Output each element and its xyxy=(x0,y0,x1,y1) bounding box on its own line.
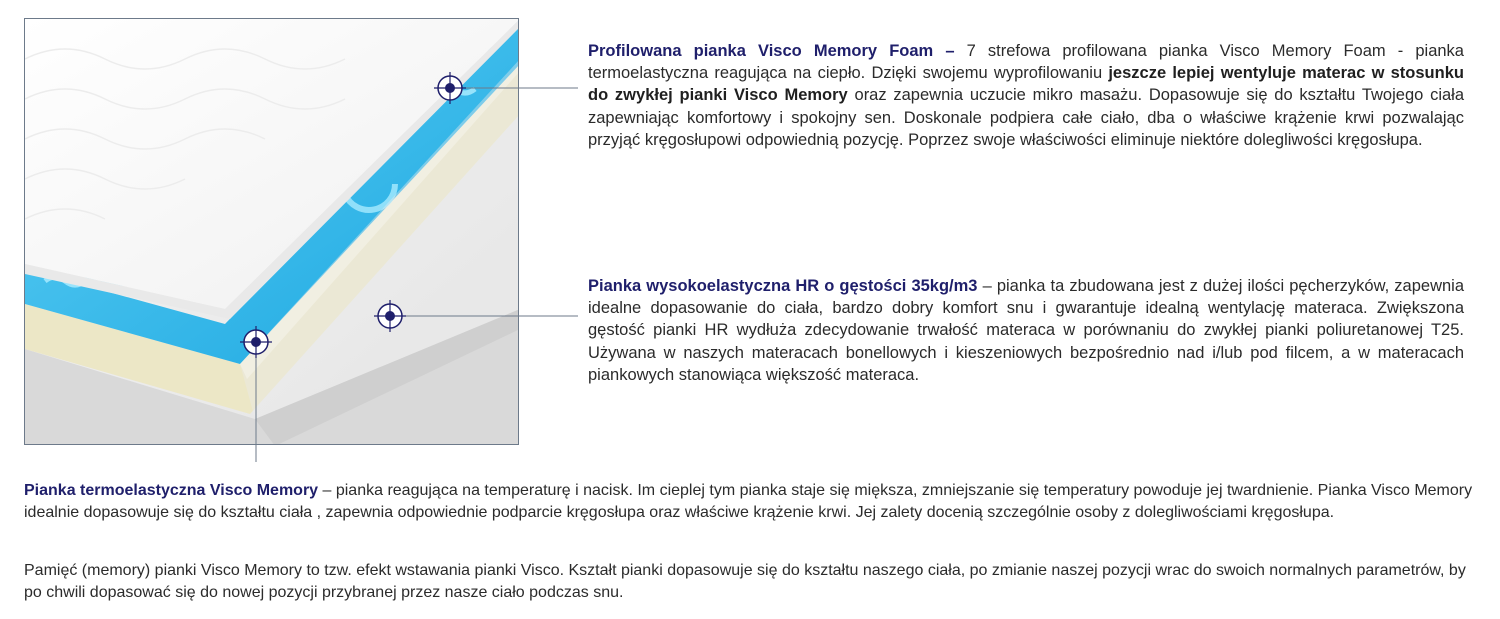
mattress-layers-illustration xyxy=(24,18,519,445)
visco-memory-text: – pianka reagująca na temperaturę i nacisk. Im cieplej tym pianka staje się miększa, zmniejszanie się temperatury powoduje jej twardnienie. Pianka Visco Memory idealnie dopasowuje się do kształtu ciała , zapewnia odpowiednie podparcie kręgosłupa oraz właściwe krążenie krwi. Jej zalety docenią szczególnie osoby z dolegliwościami kręgosłupa. xyxy=(24,482,1473,521)
profiled-foam-text-1: 7 strefowa profilowana pianka Visco Memory Foam - pianka termoelastyczna reagująca na ciepło. Dzięki swojemu wyprofilowaniu xyxy=(588,42,1464,83)
profiled-foam-highlight: jeszcze lepiej wentyluje materac w stosunku do zwykłej pianki Visco Memory xyxy=(588,64,1464,105)
profiled-foam-description xyxy=(588,40,1464,151)
memory-effect-text: Pamięć (memory) pianki Visco Memory to tzw. efekt wstawania pianki Visco. Kształt pianki dopasowuje się do kształtu naszego ciała, po zmianie naszej pozycji wrac do swoich normalnych parametrów, by po chwili dopasować się do nowej pozycji przybranej przez nasze ciało podczas snu. xyxy=(24,562,1466,601)
profiled-foam-text-2: oraz zapewnia uczucie mikro masażu. Dopasowuje się do kształtu Twojego ciała zapewniając komfortowy i spokojny sen. Doskonale podpiera całe ciało, dba o właściwe krążenie krwi pozwalając przyjąć kręgosłupowi odpowiednią pozycję. Poprzez swoje właściwości eliminuje niektóre dolegliwości kręgosłupa. xyxy=(588,86,1465,149)
profiled-foam-title: Profilowana pianka Visco Memory Foam – xyxy=(588,42,955,60)
memory-effect-description xyxy=(24,560,1476,604)
hr-foam-description xyxy=(588,275,1464,386)
visco-memory-title: Pianka termoelastyczna Visco Memory xyxy=(24,482,319,499)
visco-memory-description xyxy=(24,480,1476,524)
hr-foam-text: – pianka ta zbudowana jest z dużej ilości pęcherzyków, zapewnia idealne dopasowanie do ciała, bardzo dobry komfort snu i gwarantuje idealną wentylację materaca. Zwiększona gęstość pianki HR wydłuża zdecydowanie trwałość materaca w porównaniu do zwykłej pianki poliuretanowej T25. Używana w naszych materacach bonellowych i kieszeniowych bezpośrednio nad i/lub pod filcem, a w materacach piankowych stanowiąca większość materaca. xyxy=(588,277,1464,384)
mattress-layers-drawing xyxy=(25,19,519,445)
hr-foam-title: Pianka wysokoelastyczna HR o gęstości 35kg/m3 xyxy=(588,277,978,295)
